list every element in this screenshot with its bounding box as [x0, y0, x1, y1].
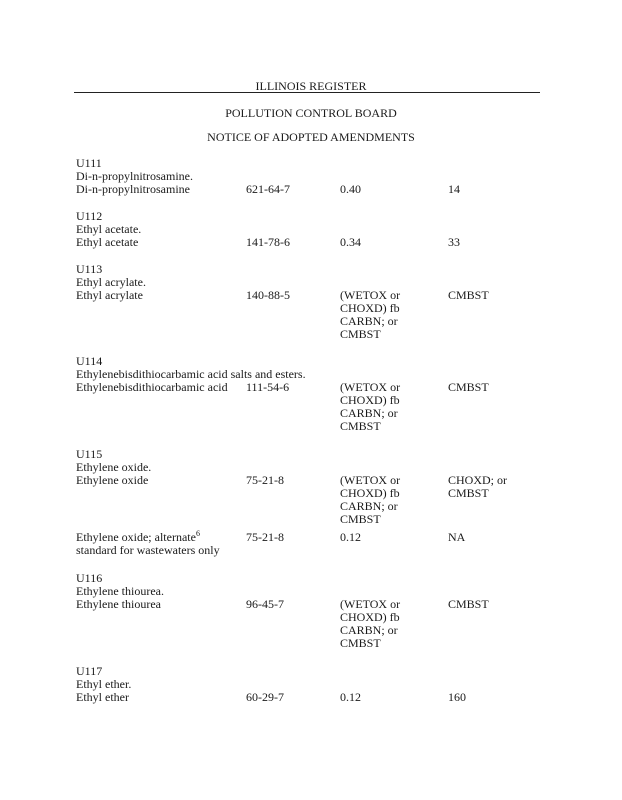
- cas-number: 140-88-5: [246, 288, 290, 302]
- table-row-continuation: CHOXD) fb CMBST: [340, 486, 489, 500]
- wastewater-standard: (WETOX or: [340, 597, 401, 611]
- table-row-continuation: CARBN; or: [340, 623, 398, 637]
- table-row-continuation: standard for wastewaters only: [76, 543, 220, 557]
- entry-code: U111: [76, 156, 102, 170]
- table-row: [0, 183, 622, 197]
- footnote-marker: 6: [195, 529, 200, 538]
- table-row: [0, 289, 622, 303]
- entry-code: U116: [76, 571, 103, 585]
- header-rule: [74, 92, 540, 93]
- cas-number: 111-54-6: [246, 380, 290, 394]
- nonwastewater-standard: 33: [448, 235, 460, 249]
- table-row-continuation: CMBST: [340, 327, 381, 341]
- constituent-name: Ethyl ether: [76, 690, 129, 704]
- entry-heading: Ethylene thiourea.: [76, 584, 164, 598]
- table-row-continuation: CMBST: [340, 636, 381, 650]
- wastewater-standard: 0.12: [340, 530, 361, 544]
- cas-number: 60-29-7: [246, 690, 284, 704]
- entry-heading: Ethyl ether.: [76, 677, 132, 691]
- entry-heading: Ethyl acrylate.: [76, 275, 146, 289]
- register-title: ILLINOIS REGISTER: [255, 79, 367, 93]
- constituent-name: Ethylene oxide: [76, 473, 149, 487]
- constituent-name: Ethylenebisdithiocarbamic acid: [76, 380, 228, 394]
- cas-number: 75-21-8: [246, 473, 284, 487]
- entry-heading: Ethylene oxide.: [76, 460, 152, 474]
- nonwastewater-standard: CMBST: [448, 288, 489, 302]
- board-title: POLLUTION CONTROL BOARD: [225, 106, 397, 120]
- table-row-continuation: CMBST: [340, 512, 381, 526]
- wastewater-standard: 0.34: [340, 235, 361, 249]
- entry-code: U117: [76, 664, 103, 678]
- table-row-continuation: CHOXD) fb: [340, 393, 400, 407]
- notice-title: NOTICE OF ADOPTED AMENDMENTS: [207, 130, 415, 144]
- table-row: [0, 474, 622, 488]
- wastewater-standard: 0.40: [340, 182, 361, 196]
- wastewater-standard: (WETOX or: [340, 380, 401, 394]
- table-row-continuation: CARBN; or: [340, 499, 398, 513]
- entry-code: U114: [76, 354, 103, 368]
- constituent-name: Ethyl acetate: [76, 235, 139, 249]
- nonwastewater-standard: NA: [448, 530, 466, 544]
- table-row: [0, 381, 622, 395]
- nonwastewater-standard: CMBST: [448, 597, 489, 611]
- nonwastewater-standard: CHOXD; or: [448, 473, 507, 487]
- entry-code: U112: [76, 209, 103, 223]
- table-row-continuation: CARBN; or: [340, 314, 398, 328]
- table-row-continuation: CARBN; or: [340, 406, 398, 420]
- table-row: [0, 236, 622, 250]
- constituent-name: Ethylene oxide; alternate$^6$: [76, 529, 200, 544]
- nonwastewater-standard: CMBST: [448, 380, 489, 394]
- cas-number: 75-21-8: [246, 530, 284, 544]
- constituent-name: Di-n-propylnitrosamine: [76, 182, 190, 196]
- cas-number: 621-64-7: [246, 182, 290, 196]
- entry-heading: Ethyl acetate.: [76, 222, 142, 236]
- table-row-continuation: CHOXD) fb: [340, 301, 400, 315]
- wastewater-standard: 0.12: [340, 690, 361, 704]
- entry-heading: Ethylenebisdithiocarbamic acid salts and esters.: [76, 367, 306, 381]
- table-row: [0, 598, 622, 612]
- cas-number: 141-78-6: [246, 235, 290, 249]
- table-row-continuation: CMBST: [340, 419, 381, 433]
- wastewater-standard: (WETOX or: [340, 473, 401, 487]
- constituent-name: Ethyl acrylate: [76, 288, 143, 302]
- constituent-name: Ethylene thiourea: [76, 597, 161, 611]
- entry-code: U115: [76, 447, 103, 461]
- entry-code: U113: [76, 262, 103, 276]
- wastewater-standard: (WETOX or: [340, 288, 401, 302]
- table-row: [0, 691, 622, 705]
- entry-heading: Di-n-propylnitrosamine.: [76, 169, 193, 183]
- table-row-continuation: CHOXD) fb: [340, 610, 400, 624]
- nonwastewater-standard: 14: [448, 182, 460, 196]
- nonwastewater-standard: 160: [448, 690, 466, 704]
- cas-number: 96-45-7: [246, 597, 284, 611]
